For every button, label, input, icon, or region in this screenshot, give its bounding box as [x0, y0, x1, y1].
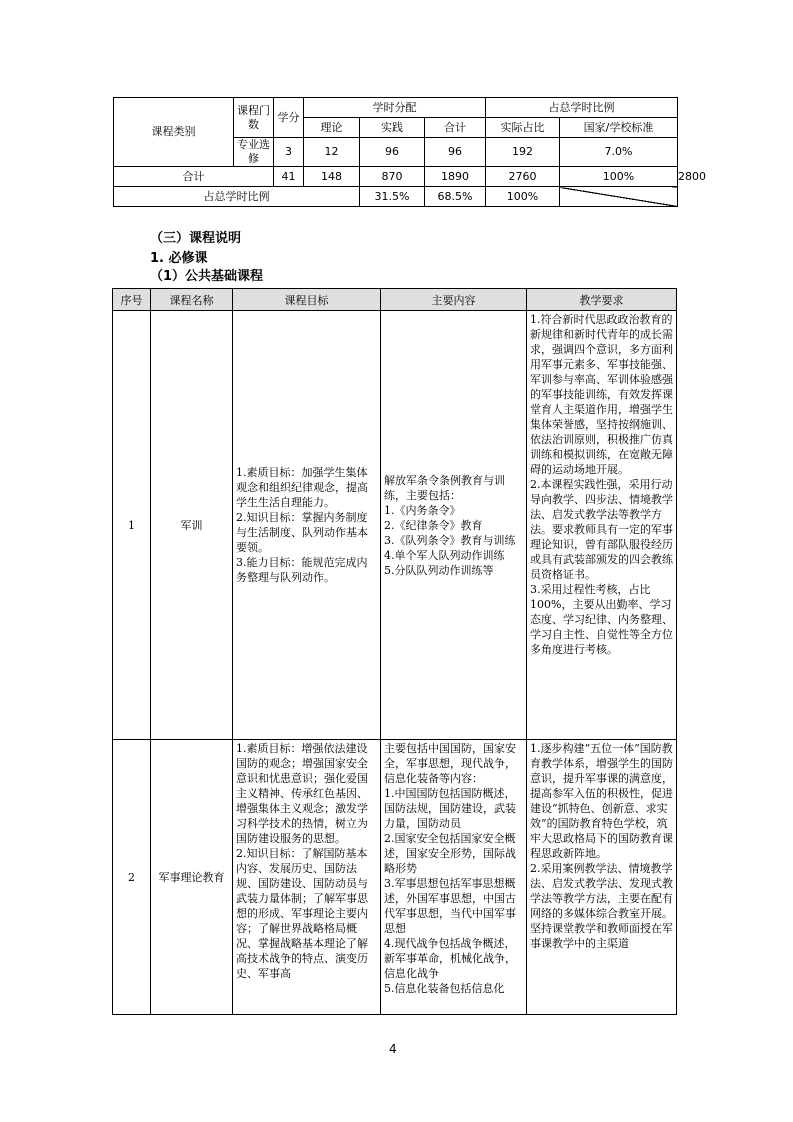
credits-header: 学分 — [274, 98, 304, 138]
total-label: 合计 — [114, 167, 274, 187]
goal-item: 2.知识目标：掌握内务制度与生活制度、队列动作基本要领。 — [236, 511, 368, 554]
col-header-goals: 课程目标 — [233, 289, 381, 311]
content-item: 5.分队队列动作训练等 — [384, 563, 494, 577]
content-item: 2.国家安全包括国家安全概述，国家安全形势，国际战略形势 — [384, 832, 516, 875]
goal-item: 1.素质目标：加强学生集体观念和组织纪律观念，提高学生生活自理能力。 — [236, 466, 368, 509]
requirement-item: 1.符合新时代思政政治教育的新规律和新时代青年的成长需求，强调四个意识，多方面利用军事元素多、军事技能强、军训参与率高、军训体验感强的军事技能训练，有效发挥课堂育人主渠道作用，增强学生集体荣誉感，坚持按纲施训、依法治训原则，积极推广仿真训练和模拟训练，在宽敞无障碍的运动场地开展。 — [530, 313, 673, 476]
ratio-practice: 68.5% — [425, 187, 486, 207]
ratio-label: 占总学时比例 — [114, 187, 360, 207]
col-header-requirements: 教学要求 — [527, 289, 677, 311]
col-header-content: 主要内容 — [381, 289, 527, 311]
page-number: 4 — [389, 1042, 397, 1056]
content-item: 1.中国国防包括国防概述，国防法规，国防建设，武装力量，国防动员 — [384, 787, 516, 830]
practice-header: 实践 — [360, 118, 425, 138]
table-row — [113, 311, 677, 740]
elective-actual: 7.0% — [560, 138, 678, 167]
course-hours-summary-table — [113, 97, 706, 207]
course-requirements — [527, 740, 677, 1015]
ratio-total: 100% — [486, 187, 560, 207]
elective-credits: 12 — [304, 138, 360, 167]
total-actual: 100% — [560, 167, 678, 187]
content-item: 2.《纪律条令》教育 — [384, 518, 483, 532]
table-row — [113, 740, 677, 1015]
ratio-header: 占总学时比例 — [486, 98, 678, 118]
public-basic-courses-heading: （1）公共基础课程 — [150, 269, 264, 284]
summary-header-row — [114, 98, 678, 118]
requirement-item: 3.采用过程性考核，占比100%，主要从出勤率、学习态度、学习纪律、内务整理、学习自主性、自觉性等全方位多角度进行考核。 — [530, 583, 673, 656]
total-practice: 1890 — [425, 167, 486, 187]
standard-header: 国家/学校标准 — [560, 118, 678, 138]
content-item: 主要包括中国国防，国家安全，军事思想，现代战争，信息化装备等内容： — [384, 742, 516, 785]
requirement-item: 2.采用案例教学法、情境教学法、启发式教学法、发现式教学法等教学方法，主要在配有网络的多媒体综合教室开展。坚持课堂教学和教师面授在军事课教学中的主渠道 — [530, 862, 673, 950]
total-total: 2760 — [486, 167, 560, 187]
course-content — [381, 311, 527, 740]
requirement-item: 1.逐步构建“五位一体”国防教育教学体系，增强学生的国防意识，提升军事课的满意度，提高参军入伍的积极性，促进建设“抓特色、创新意、求实效”的国防教育特色学校，筑牢大思政格局下的国防教育课程思政新阵地。 — [530, 742, 673, 860]
course-goals — [233, 311, 381, 740]
section-heading: （三）课程说明 — [150, 231, 242, 246]
summary-row-ratio — [114, 187, 678, 207]
goal-item: 1.素质目标：增强依法建设国防的观念；增强国家安全意识和忧患意识；强化爱国主义精神、传承红色基因、增强集体主义观念；激发学习科学技术的热情，树立为国防建设服务的思想。 — [236, 742, 368, 845]
hours-header: 学时分配 — [304, 98, 486, 118]
total-header: 合计 — [425, 118, 486, 138]
col-header-name: 课程名称 — [151, 289, 233, 311]
public-basic-course-table — [112, 288, 677, 1015]
course-goals — [233, 740, 381, 1015]
goal-item: 3.能力目标：能规范完成内务整理与队列动作。 — [236, 556, 368, 584]
requirement-item: 2.本课程实践性强，采用行动导向教学、四步法、情境教学法、启发式教学法等教学方法。要求教师具有一定的军事理论知识，曾有部队服役经历或具有武装部颁发的四会教练员资格证书。 — [530, 478, 673, 581]
summary-row-total: 合计 41 148 870 1890 2760 100% 2800 — [114, 167, 678, 187]
row-number: 1 — [113, 311, 151, 740]
col-header-no: 序号 — [113, 289, 151, 311]
course-requirements — [527, 311, 677, 740]
goal-item: 2.知识目标：了解国防基本内容、发展历史、国防法规、国防建设、国防动员与武装力量体制；了解军事思想的形成、军事理论主要内容；了解世界战略格局概况、掌握战略基本理论了解高技术战争的特点、演变历史、军事高 — [236, 847, 368, 980]
course-count-header: 课程门数 — [234, 98, 274, 138]
ratio-theory: 31.5% — [360, 187, 425, 207]
content-item: 1.《内务条令》 — [384, 503, 461, 517]
elective-practice: 96 — [425, 138, 486, 167]
content-item: 4.单个军人队列动作训练 — [384, 548, 505, 562]
category-header: 课程类别 — [114, 98, 234, 167]
content-item: 解放军条令条例教育与训练，主要包括： — [384, 473, 505, 502]
total-theory: 870 — [360, 167, 425, 187]
course-name: 军训 — [151, 311, 233, 740]
actual-ratio-header: 实际占比 — [486, 118, 560, 138]
theory-header: 理论 — [304, 118, 360, 138]
elective-label: 专业选修 — [234, 138, 274, 167]
course-table-header-row — [113, 289, 677, 311]
content-item: 3.军事思想包括军事思想概述，外国军事思想，中国古代军事思想，当代中国军事思想 — [384, 877, 516, 935]
elective-theory: 96 — [360, 138, 425, 167]
total-courses: 41 — [274, 167, 304, 187]
course-content — [381, 740, 527, 1015]
required-courses-heading: 1. 必修课 — [150, 251, 208, 266]
elective-total: 192 — [486, 138, 560, 167]
diagonal-empty-cell — [560, 187, 678, 207]
course-name: 军事理论教育 — [151, 740, 233, 1015]
elective-courses: 3 — [274, 138, 304, 167]
content-item: 5.信息化装备包括信息化 — [384, 982, 505, 995]
content-item: 4.现代战争包括战争概述，新军事革命，机械化战争，信息化战争 — [384, 937, 516, 980]
total-credits: 148 — [304, 167, 360, 187]
content-item: 3.《队列条令》教育与训练 — [384, 533, 516, 547]
row-number: 2 — [113, 740, 151, 1015]
